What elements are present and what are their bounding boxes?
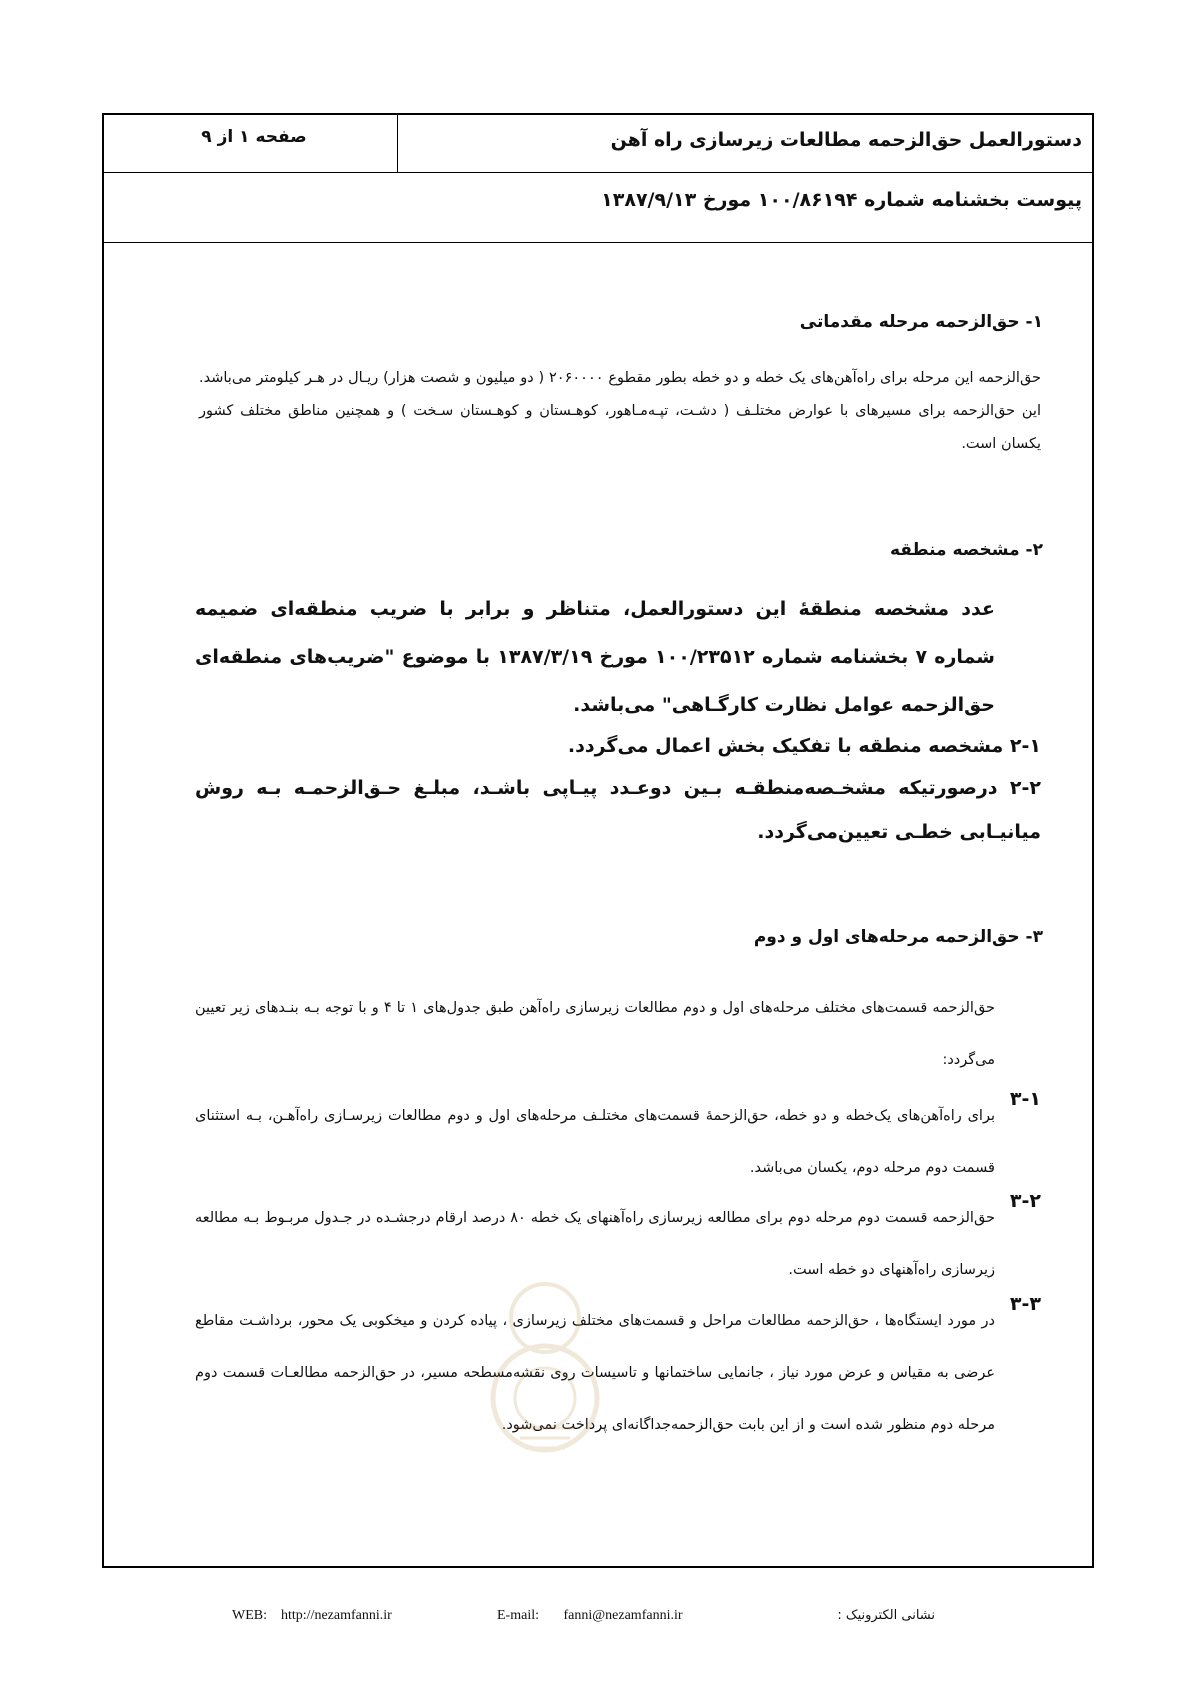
section-2-heading: ۲- مشخصه منطقه (890, 540, 1043, 560)
section-2-text: عدد مشخصه منطقهٔ این دستورالعمل، متناظر و برابر با ضریب منطقه‌ای ضمیمه شماره ۷ بخشنامه شماره ۱۰۰/۲۳۵۱۲ مورخ ۱۳۸۷/۳/۱۹ با موضوع "ضریب‌های منطقه‌ای حق‌الزحمه عوامل نظارت کارگـاهی" می‌باشد. (195, 598, 995, 716)
footer-email (497, 1608, 683, 1624)
section-3-heading: ۳- حق‌الزحمه مرحله‌های اول و دوم (753, 927, 1043, 947)
header-divider (397, 115, 398, 173)
page-number: صفحه ۱ از ۹ (201, 127, 307, 147)
section-1-heading: ۱- حق‌الزحمه مرحله مقدماتی (799, 312, 1043, 332)
document-title: دستورالعمل حق‌الزحمه مطالعات زیرسازی راه آهن (610, 129, 1082, 151)
section-3-item-3-number: ۳-۳ (1009, 1293, 1041, 1315)
section-3-item-1-number: ۳-۱ (1009, 1088, 1041, 1110)
footer-web-label: WEB: (232, 1608, 267, 1623)
section-3-item-2-number: ۳-۲ (1009, 1190, 1041, 1212)
footer-email-link[interactable]: fanni@nezamfanni.ir (563, 1608, 683, 1623)
section-2-item-2: ۲-۲ درصورتیکه مشخـصه‌منطقـه بـین دوعـدد پیـاپی باشـد، مبلـغ حـق‌الزحمـه بـه روش میانیـابی خطـی تعیین‌می‌گردد. (195, 777, 1041, 843)
section-3-item-3: در مورد ایستگاه‌ها ، حق‌الزحمه مطالعات مراحل و قسمت‌های مختلف زیرسازی ، پیاده کردن و میخکوبی یک محور، برداشـت مقاطع عرضی به مقیاس و عرض مورد نیاز ، جانمایی ساختمانها و تاسیسات روی نقشه‌مسطحه مسیر، در حق‌الزحمه مطالعـات قسمت دوم مرحله دوم منظور شده است و از این بابت حق‌الزحمه‌جداگانه‌ای پرداخت نمی‌شود. (195, 1313, 995, 1433)
footer-web-link[interactable]: http://nezamfanni.ir (281, 1608, 392, 1623)
seal-watermark (485, 1278, 605, 1478)
footer-web (232, 1608, 392, 1624)
header-row (104, 115, 1092, 173)
footer-email-label: E-mail: (497, 1608, 539, 1623)
section-3-text: حق‌الزحمه قسمت‌های مختلف مرحله‌های اول و دوم مطالعات زیرسازی راه‌آهن طبق جدول‌های ۱ تا ۴ و با توجه بـه بنـدهای زیر تعیین می‌گردد: (195, 1000, 995, 1068)
footer-address-label: نشانی الکترونیک : (837, 1608, 935, 1623)
section-3-item-1: برای راه‌آهن‌های یک‌خطه و دو خطه، حق‌الزحمهٔ قسمت‌های مختلـف مرحله‌های اول و دوم مطالعات زیرسـازی راه‌آهـن، بـه استثنای قسمت دوم مرحله دوم، یکسان می‌باشد. (195, 1108, 995, 1176)
section-1-text: حق‌الزحمه این مرحله برای راه‌آهن‌های یک خطه و دو خطه بطور مقطوع ۲۰۶۰۰۰۰ ( دو میلیون و شصت هزار) ریـال در هـر کیلومتر می‌باشد. این حق‌الزحمه برای مسیرهای با عوارض مختلـف ( دشـت، تپـه‌مـاهور، کوهـستان و کوهـستان سـخت ) و همچنین مناطق مختلف کشور یکسان است. (199, 370, 1041, 452)
section-2-item-1: ۲-۱ مشخصه منطقه با تفکیک بخش اعمال می‌گردد. (567, 735, 1041, 757)
attachment-reference: پیوست بخشنامه شماره ۱۰۰/۸۶۱۹۴ مورخ ۱۳۸۷/۹/۱۳ (601, 189, 1082, 211)
section-3-item-2: حق‌الزحمه قسمت دوم مرحله دوم برای مطالعه زیرسازی راه‌آهنهای یک خطه ۸۰ درصد ارقام درجشـده در جـدول مربـوط بـه مطالعه زیرسازی راه‌آهنهای دو خطه است. (195, 1210, 995, 1278)
attachment-row (104, 173, 1092, 243)
